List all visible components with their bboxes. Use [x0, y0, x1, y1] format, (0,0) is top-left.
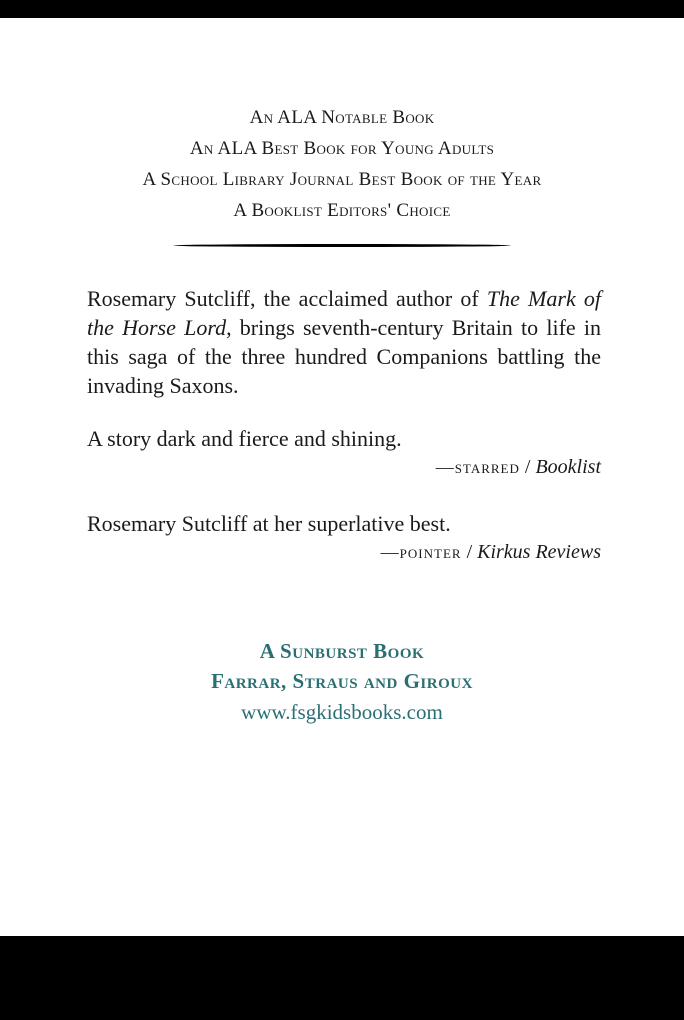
quote-attribution [87, 453, 601, 481]
decorative-divider [173, 244, 511, 247]
top-border-band [0, 0, 684, 18]
quote-text: A story dark and fierce and shining. [87, 426, 402, 451]
review-label: —starred [435, 457, 520, 477]
award-line: A School Library Journal Best Book of the Year [142, 169, 542, 190]
description-text: Rosemary Sutcliff, the acclaimed author of [87, 286, 487, 311]
attribution-separator: / [519, 456, 536, 478]
bottom-border-band [0, 936, 684, 1020]
review-source: Booklist [535, 456, 601, 478]
description-text: , brings seventh-century Britain to life in this saga of the three hundred Companions battling the invading Saxons. [87, 315, 601, 398]
publisher-name: Farrar, Straus and Giroux [211, 669, 473, 693]
book-description [87, 284, 601, 400]
awards-list [0, 102, 684, 226]
quote-attribution [87, 538, 601, 566]
review-label: —pointer [380, 542, 462, 562]
attribution-separator: / [461, 541, 478, 563]
review-source: Kirkus Reviews [477, 541, 601, 563]
review-quote [87, 509, 601, 566]
publisher-website-link[interactable]: www.fsgkidsbooks.com [241, 700, 443, 724]
imprint-name: A Sunburst Book [259, 639, 425, 663]
publisher-block [0, 636, 684, 728]
award-line: A Booklist Editors' Choice [233, 200, 451, 221]
referenced-book-title: The Mark of the Horse Lord [87, 286, 601, 340]
award-line: An ALA Best Book for Young Adults [189, 138, 495, 159]
review-quote [87, 424, 601, 481]
award-line: An ALA Notable Book [249, 107, 435, 128]
quote-text: Rosemary Sutcliff at her superlative best. [87, 511, 451, 536]
